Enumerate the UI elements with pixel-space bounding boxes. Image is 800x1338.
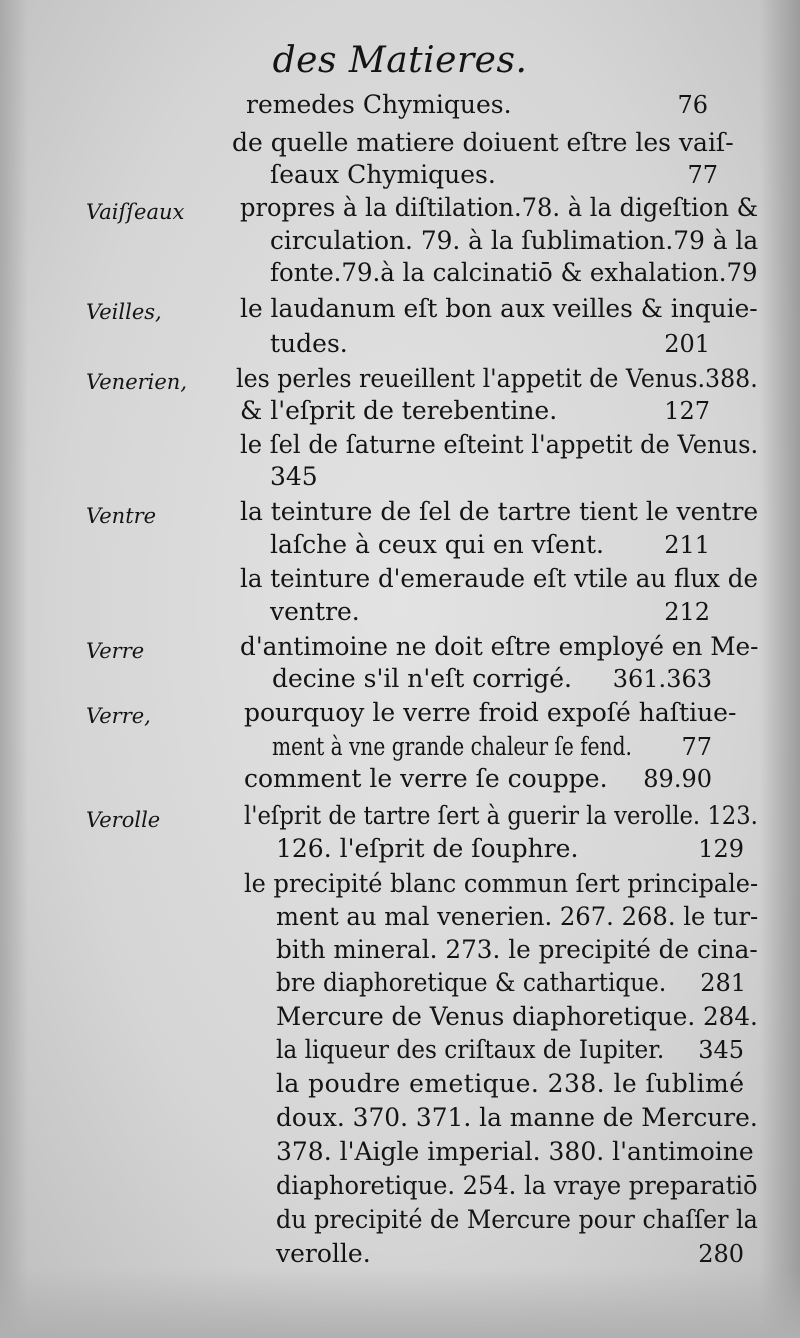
- margin-keyword: Verolle: [86, 808, 161, 832]
- entry-text-line: comment le verre ſe couppe.: [244, 764, 608, 793]
- entry-text-line: bith mineral. 273. le precipité de cina-: [276, 935, 758, 964]
- entry-text-line: la liqueur des criſtaux de Iupiter.: [276, 1035, 665, 1064]
- entry-text-line: doux. 370. 371. la manne de Mercure.: [276, 1103, 758, 1132]
- entry-text-line: la poudre emetique. 238. le ſublimé: [276, 1069, 745, 1098]
- entry-text-line: de quelle matiere doiuent eſtre les vaiſ-: [232, 128, 734, 157]
- entry-text-line: les perles reueillent l'appetit de Venus.388.: [236, 364, 758, 393]
- entry-text-line: 345: [270, 462, 318, 491]
- margin-keyword: Verre: [86, 639, 145, 663]
- entry-text-line: remedes Chymiques.: [246, 90, 512, 119]
- entry-text-line: ſeaux Chymiques.: [270, 160, 496, 189]
- entry-text-line: decine s'il n'eſt corrigé.: [272, 664, 572, 693]
- entry-text-line: le precipité blanc commun ſert principale-: [244, 869, 759, 898]
- page-reference: 127: [664, 397, 710, 425]
- page-reference: 77: [687, 161, 718, 189]
- entry-text-line: bre diaphoretique & cathartique.: [276, 968, 667, 997]
- entry-text-line: ventre.: [270, 597, 360, 626]
- page-reference: 212: [664, 598, 710, 626]
- margin-keyword: Vaiſſeaux: [86, 200, 185, 224]
- entry-text-line: tudes.: [270, 329, 348, 358]
- entry-text-line: 378. l'Aigle imperial. 380. l'antimoine: [276, 1137, 754, 1166]
- page-reference: 129: [698, 835, 744, 863]
- margin-keyword: Ventre: [86, 504, 157, 528]
- entry-text-line: verolle.: [276, 1239, 371, 1268]
- entry-text-line: la teinture d'emeraude eſt vtile au flux de: [240, 564, 758, 593]
- page-reference: 211: [664, 531, 710, 559]
- page-reference: 89.90: [643, 765, 712, 793]
- entry-text-line: ment au mal venerien. 267. 268. le tur-: [276, 902, 759, 931]
- page-reference: 281: [700, 969, 746, 997]
- page-reference: 280: [698, 1240, 744, 1268]
- entry-text-line: propres à la diſtilation.78. à la digeſtion &: [240, 193, 759, 222]
- entry-text-line: pourquoy le verre froid expoſé haſtiue-: [244, 698, 737, 727]
- page-reference: 201: [664, 330, 710, 358]
- entry-text-line: 126. l'eſprit de ſouphre.: [276, 834, 579, 863]
- entry-text-line: l'eſprit de tartre ſert à guerir la verolle. 123.: [244, 801, 758, 830]
- page-edge-shadow-left: [0, 0, 28, 1338]
- entry-text-line: Mercure de Venus diaphoretique. 284.: [276, 1002, 758, 1031]
- page-edge-shadow-right: [760, 0, 800, 1338]
- entry-text-line: laſche à ceux qui en vſent.: [270, 530, 604, 559]
- page-reference: 77: [681, 733, 712, 761]
- page-reference: 361.363: [612, 665, 712, 693]
- entry-text-line: le ſel de ſaturne eſteint l'appetit de Venus.: [240, 430, 759, 459]
- entry-text-line: du precipité de Mercure pour chaſſer la: [276, 1205, 758, 1234]
- entry-text-line: ment à vne grande chaleur ſe fend.: [272, 732, 632, 761]
- running-header: des Matieres.: [272, 40, 528, 81]
- entry-text-line: diaphoretique. 254. la vraye preparatiō: [276, 1171, 758, 1200]
- margin-keyword: Venerien,: [86, 370, 188, 394]
- entry-text-line: circulation. 79. à la ſublimation.79 à la: [270, 226, 759, 255]
- entry-text-line: fonte.79.à la calcinatiō & exhalation.79: [270, 258, 758, 287]
- entry-text-line: & l'eſprit de terebentine.: [240, 396, 558, 425]
- page-reference: 76: [677, 91, 708, 119]
- page-edge-shadow-bottom: [0, 1268, 800, 1338]
- margin-keyword: Verre,: [86, 704, 151, 728]
- entry-text-line: le laudanum eſt bon aux veilles & inquie-: [240, 294, 758, 323]
- margin-keyword: Veilles,: [86, 300, 162, 324]
- page-reference: 345: [698, 1036, 744, 1064]
- entry-text-line: d'antimoine ne doit eſtre employé en Me-: [240, 632, 759, 661]
- entry-text-line: la teinture de ſel de tartre tient le ventre: [240, 497, 759, 526]
